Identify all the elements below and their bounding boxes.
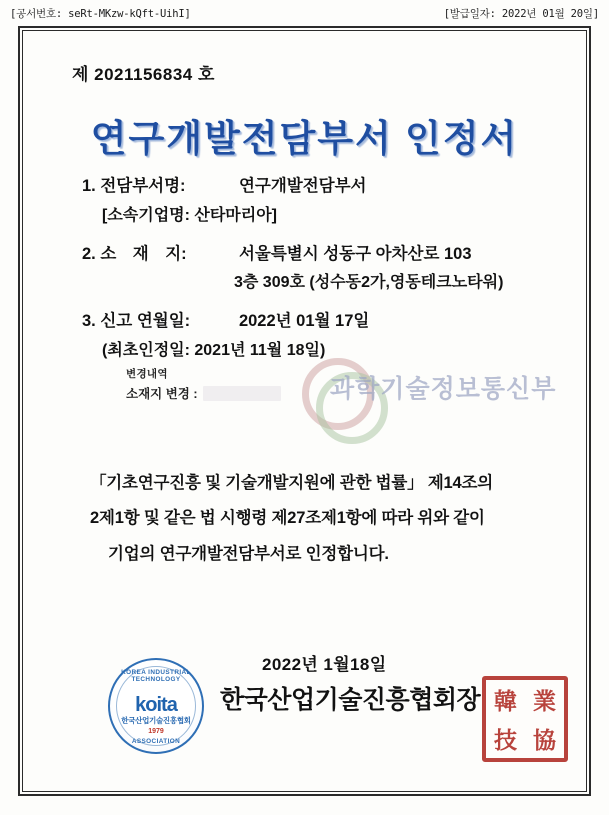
legal-line-3: 기업의 연구개발전담부서로 인정합니다.: [108, 544, 389, 563]
signature-organization: 한국산업기술진흥협회장: [220, 686, 481, 714]
redacted-value: [203, 386, 281, 401]
certificate-fields: [82, 174, 562, 363]
change-history-title: 변경내역: [126, 368, 168, 380]
certificate-content: [30, 36, 579, 786]
emblem-name: koita: [135, 694, 177, 716]
field-row-address: [82, 242, 562, 268]
field-index-3: 3.: [82, 312, 96, 331]
field-index-1: 1.: [82, 177, 96, 195]
certificate-number: 제 2021156834 호: [72, 65, 215, 84]
emblem-arc-bottom-text: ASSOCIATION: [131, 738, 181, 745]
field-label-department: 전담부서명:: [100, 177, 186, 195]
field-value-department: 연구개발전담부서: [238, 177, 367, 195]
ministry-watermark: 과학기술정보통신부: [330, 375, 557, 403]
field-value-address: 서울특별시 성동구 아차산로 103: [238, 244, 472, 263]
official-red-seal-icon: [482, 676, 568, 762]
signature-date: 2022년 1월18일: [262, 655, 387, 674]
emblem-korean-name: 한국산업기술진흥협회: [121, 716, 191, 725]
field-sub-company-name: [소속기업명: 산타마리아]: [102, 206, 277, 224]
seal-char-2: 業: [533, 688, 556, 715]
change-history-label: 소재지 변경 :: [126, 387, 198, 401]
koita-emblem-icon: [108, 658, 204, 754]
emblem-arc-top-text: KOREA INDUSTRIAL TECHNOLOGY: [121, 669, 191, 683]
field-label-address: 소 재 지:: [100, 244, 187, 263]
seal-char-1: 韓: [494, 688, 517, 715]
document-serial-number: [공서번호: seRt-MKzw-kQft-UihI]: [10, 8, 191, 20]
legal-body-text: [90, 466, 530, 572]
field-row-report-date: [82, 309, 562, 335]
seal-char-4: 協: [533, 727, 556, 754]
field-value-report-date: 2022년 01월 17일: [238, 312, 370, 331]
emblem-year: 1979: [148, 728, 164, 735]
legal-line-1: 「기초연구진흥 및 기술개발지원에 관한 법률」 제14조의: [90, 474, 493, 492]
field-index-2: 2.: [82, 244, 96, 263]
field-sub-address-detail: 3층 309호 (성수동2가,영동테크노타워): [234, 274, 504, 292]
field-row-department: [82, 174, 562, 200]
certificate-title: 연구개발전담부서 인정서: [90, 118, 519, 159]
seal-char-3: 技: [494, 727, 517, 754]
field-label-report-date: 신고 연월일:: [100, 312, 191, 331]
issue-date: [발급일자: 2022년 01월 20일]: [443, 8, 599, 20]
legal-line-2: 2제1항 및 같은 법 시행령 제27조제1항에 따라 위와 같이: [90, 509, 485, 528]
page-header-row: [10, 6, 599, 22]
field-sub-first-approval-date: (최초인정일: 2021년 11월 18일): [102, 341, 326, 359]
